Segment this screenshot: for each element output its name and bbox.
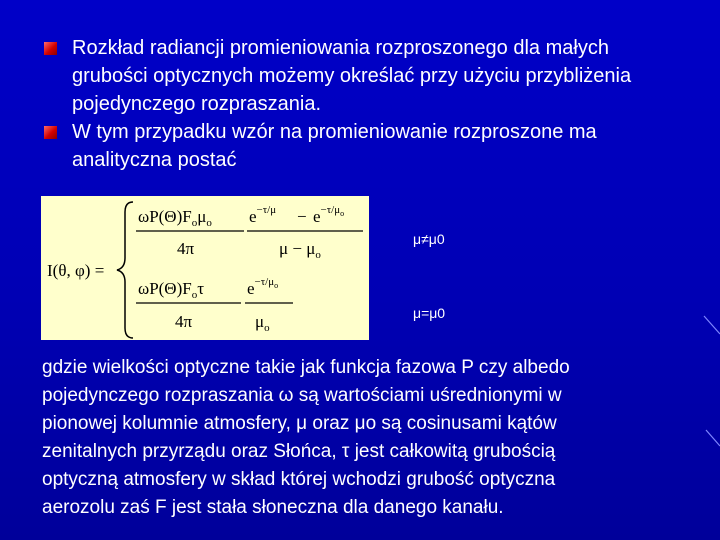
square-bullet-icon xyxy=(44,126,57,139)
formula-image xyxy=(41,196,369,340)
square-bullet-icon xyxy=(44,42,57,55)
case2-den-right: $\mu_o$ xyxy=(255,312,270,334)
case1-den-right: $\mu - \mu_o$ xyxy=(279,239,321,261)
case2-den-left: 4π xyxy=(175,312,193,331)
condition-case1: μ≠μ0 xyxy=(413,231,445,247)
bullet-text: W tym przypadku wzór na promieniowanie rozproszone ma analityczna postać xyxy=(72,121,597,171)
case1-exp2: $e^{-\tau/\mu}o$ xyxy=(313,204,345,226)
condition-case2: μ=μ0 xyxy=(413,305,446,321)
case1-exp1: $e^{-\tau/\mu}$ xyxy=(249,204,277,226)
bullet-list xyxy=(44,34,684,174)
case1-den-left: 4π xyxy=(177,239,195,258)
bullet-item xyxy=(44,34,684,118)
explanation-paragraph: gdzie wielkości optyczne takie jak funkcja fazowa P czy albedo pojedynczego rozpraszania ω są wartościami uśrednionymi w pionowej kolumnie atmosfery, μ oraz μo są cosinusami kątów zenitalnych przyrządu oraz Słońca, τ jest całkowitą grubością optyczną atmosfery w skład której wchodzi grubość optyczna aerozolu zaś F jest stała słoneczna dla danego kanału. xyxy=(42,357,570,518)
formula-svg xyxy=(41,196,369,340)
case2-exp: $e^{-\tau/\mu}o$ xyxy=(247,276,279,298)
left-brace xyxy=(117,202,133,338)
case1-num-left: $\omega P(\Theta)F_o\mu_o$ xyxy=(138,207,212,229)
case2-num-left: $\omega P(\Theta)F_o\tau$ xyxy=(138,279,205,301)
formula-lhs: I(θ, φ) = xyxy=(47,261,105,280)
case1-minus: − xyxy=(297,207,307,226)
bullet-text: Rozkład radiancji promieniowania rozproszonego dla małych grubości optycznych możemy określać przy użyciu przybliżenia pojedynczego rozpraszania. xyxy=(72,37,632,115)
decorative-line xyxy=(704,316,720,334)
bullet-item xyxy=(44,118,684,174)
